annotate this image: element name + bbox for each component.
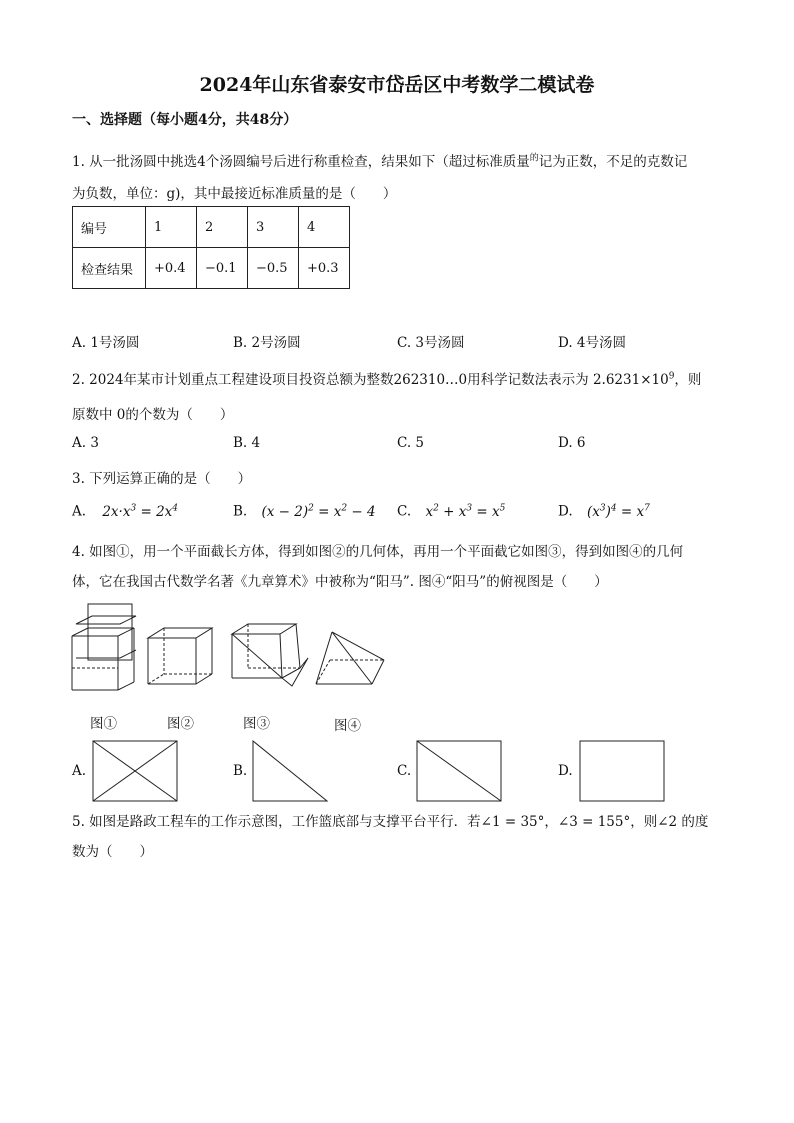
- q2-sci-exp: 9: [668, 371, 675, 382]
- q3-option-c[interactable]: [397, 503, 505, 520]
- figure-caption-4: 图④: [334, 718, 361, 734]
- q4-option-a-figure[interactable]: [92, 740, 178, 802]
- table-cell: −0.1: [197, 248, 248, 289]
- q3-option-d[interactable]: [558, 503, 650, 520]
- q2-option-d[interactable]: D. 6: [558, 435, 586, 451]
- expr-exp: 3: [599, 503, 606, 513]
- expr-part: ): [605, 503, 611, 520]
- table-cell: 1: [146, 207, 197, 248]
- q4-option-b-figure[interactable]: [252, 740, 328, 802]
- expr-part: = x: [616, 503, 645, 520]
- q5-line1: 5. 如图是路政工程车的工作示意图，工作篮底部与支撑平台平行．若∠1 = 35°，∠3 = 155°，则∠2 的度: [72, 814, 709, 830]
- q2-sci: [593, 372, 674, 388]
- expr-part: = x: [472, 503, 500, 520]
- expr-part: x: [425, 503, 434, 520]
- q1-option-b[interactable]: B. 2号汤圆: [233, 335, 301, 351]
- table-cell: 3: [248, 207, 299, 248]
- figure-1-cuboid: [72, 604, 136, 690]
- expr-exp: 3: [466, 503, 473, 513]
- table-cell: +0.3: [299, 248, 350, 289]
- q4-option-c-label[interactable]: C.: [397, 763, 412, 779]
- q2-line2: 原数中 0的个数为（ ）: [72, 407, 234, 423]
- expr-part: = x: [313, 503, 342, 520]
- q3-option-b[interactable]: [233, 503, 376, 520]
- figure-caption-1: 图①: [90, 716, 117, 732]
- q3-stem: 3. 下列运算正确的是（ ）: [72, 471, 252, 487]
- expr-part: + x: [438, 503, 467, 520]
- expr-exp: 2: [433, 503, 439, 513]
- expr-part: 2x·x: [102, 503, 131, 520]
- expr-part: (x: [586, 503, 600, 520]
- q2-option-a[interactable]: A. 3: [72, 435, 99, 451]
- q2-option-c[interactable]: C. 5: [397, 435, 425, 451]
- q1-line1-text: 1. 从一批汤圆中挑选4个汤圆编号后进行称重检查，结果如下（超过标准质量: [72, 154, 530, 170]
- q2-sci-base: 2.6231×10: [592, 372, 669, 388]
- expr-exp: 7: [644, 503, 650, 513]
- q4-option-b-label[interactable]: B.: [233, 763, 248, 779]
- option-label: B.: [233, 503, 248, 520]
- table-cell: 4: [299, 207, 350, 248]
- q4-line1: 4. 如图①，用一个平面截长方体，得到如图②的几何体，再用一个平面截它如图③，得到如图④的几何: [72, 544, 684, 560]
- expr-exp: 4: [610, 503, 617, 513]
- table-row: [73, 207, 350, 248]
- expr-part: = 2x: [136, 503, 173, 520]
- q1-result-table: [72, 206, 350, 289]
- table-cell: 检查结果: [73, 248, 146, 289]
- q4-figures: [60, 598, 400, 698]
- table-cell: +0.4: [146, 248, 197, 289]
- table-cell: −0.5: [248, 248, 299, 289]
- option-label: D.: [558, 503, 573, 520]
- q1-option-a[interactable]: A. 1号汤圆: [72, 335, 140, 351]
- q2-line1-text: 2. 2024年某市计划重点工程建设项目投资总额为整数262310…0用科学记数法表示为: [72, 372, 589, 388]
- expr-exp: 5: [499, 503, 506, 513]
- q5-line2: 数为（ ）: [72, 844, 153, 860]
- q4-option-d-figure[interactable]: [579, 740, 665, 802]
- figure-3-cut-prism: [232, 624, 308, 686]
- q1-line1: [72, 150, 687, 170]
- q3-b-expr: [262, 504, 376, 520]
- expr-exp: 4: [172, 503, 179, 513]
- section-heading: 一、选择题（每小题4分，共48分）: [72, 112, 298, 128]
- q1-option-d[interactable]: D. 4号汤圆: [558, 335, 627, 351]
- expr-part: (x − 2): [261, 503, 309, 520]
- expr-exp: 2: [341, 503, 348, 513]
- figure-4-yangma: [316, 632, 384, 684]
- q2-line1b-text: ，则: [674, 372, 702, 388]
- q1-line2: 为负数，单位：g)，其中最接近标准质量的是（ ）: [72, 186, 397, 202]
- q3-d-expr: [587, 504, 650, 520]
- table-cell: 2: [197, 207, 248, 248]
- option-label: C.: [397, 503, 412, 520]
- q3-option-a[interactable]: [72, 503, 178, 520]
- q3-c-expr: [425, 504, 505, 520]
- figure-caption-2: 图②: [167, 716, 194, 732]
- q1-line1b-text: 记为正数，不足的克数记: [538, 154, 688, 170]
- page-title: 2024年山东省泰安市岱岳区中考数学二模试卷: [199, 74, 595, 96]
- expr-exp: 2: [308, 503, 314, 513]
- table-cell: 编号: [73, 207, 146, 248]
- q4-option-a-label[interactable]: A.: [72, 763, 87, 779]
- q4-option-d-label[interactable]: D.: [558, 763, 573, 779]
- q3-a-expr: [102, 504, 178, 520]
- q1-note: 的: [529, 153, 539, 164]
- q2-option-b[interactable]: B. 4: [233, 435, 261, 451]
- expr-exp: 3: [130, 503, 137, 513]
- figure-2-prism: [148, 628, 212, 684]
- option-label: A.: [72, 503, 87, 520]
- expr-part: − 4: [347, 503, 376, 520]
- q4-line2: 体，它在我国古代数学名著《九章算术》中被称为“阳马”. 图④“阳马”的俯视图是（ ）: [72, 574, 608, 590]
- q1-option-c[interactable]: C. 3号汤圆: [397, 335, 465, 351]
- q2-line1: [72, 368, 701, 388]
- q4-option-c-figure[interactable]: [416, 740, 502, 802]
- figure-caption-3: 图③: [243, 716, 270, 732]
- table-row: [73, 248, 350, 289]
